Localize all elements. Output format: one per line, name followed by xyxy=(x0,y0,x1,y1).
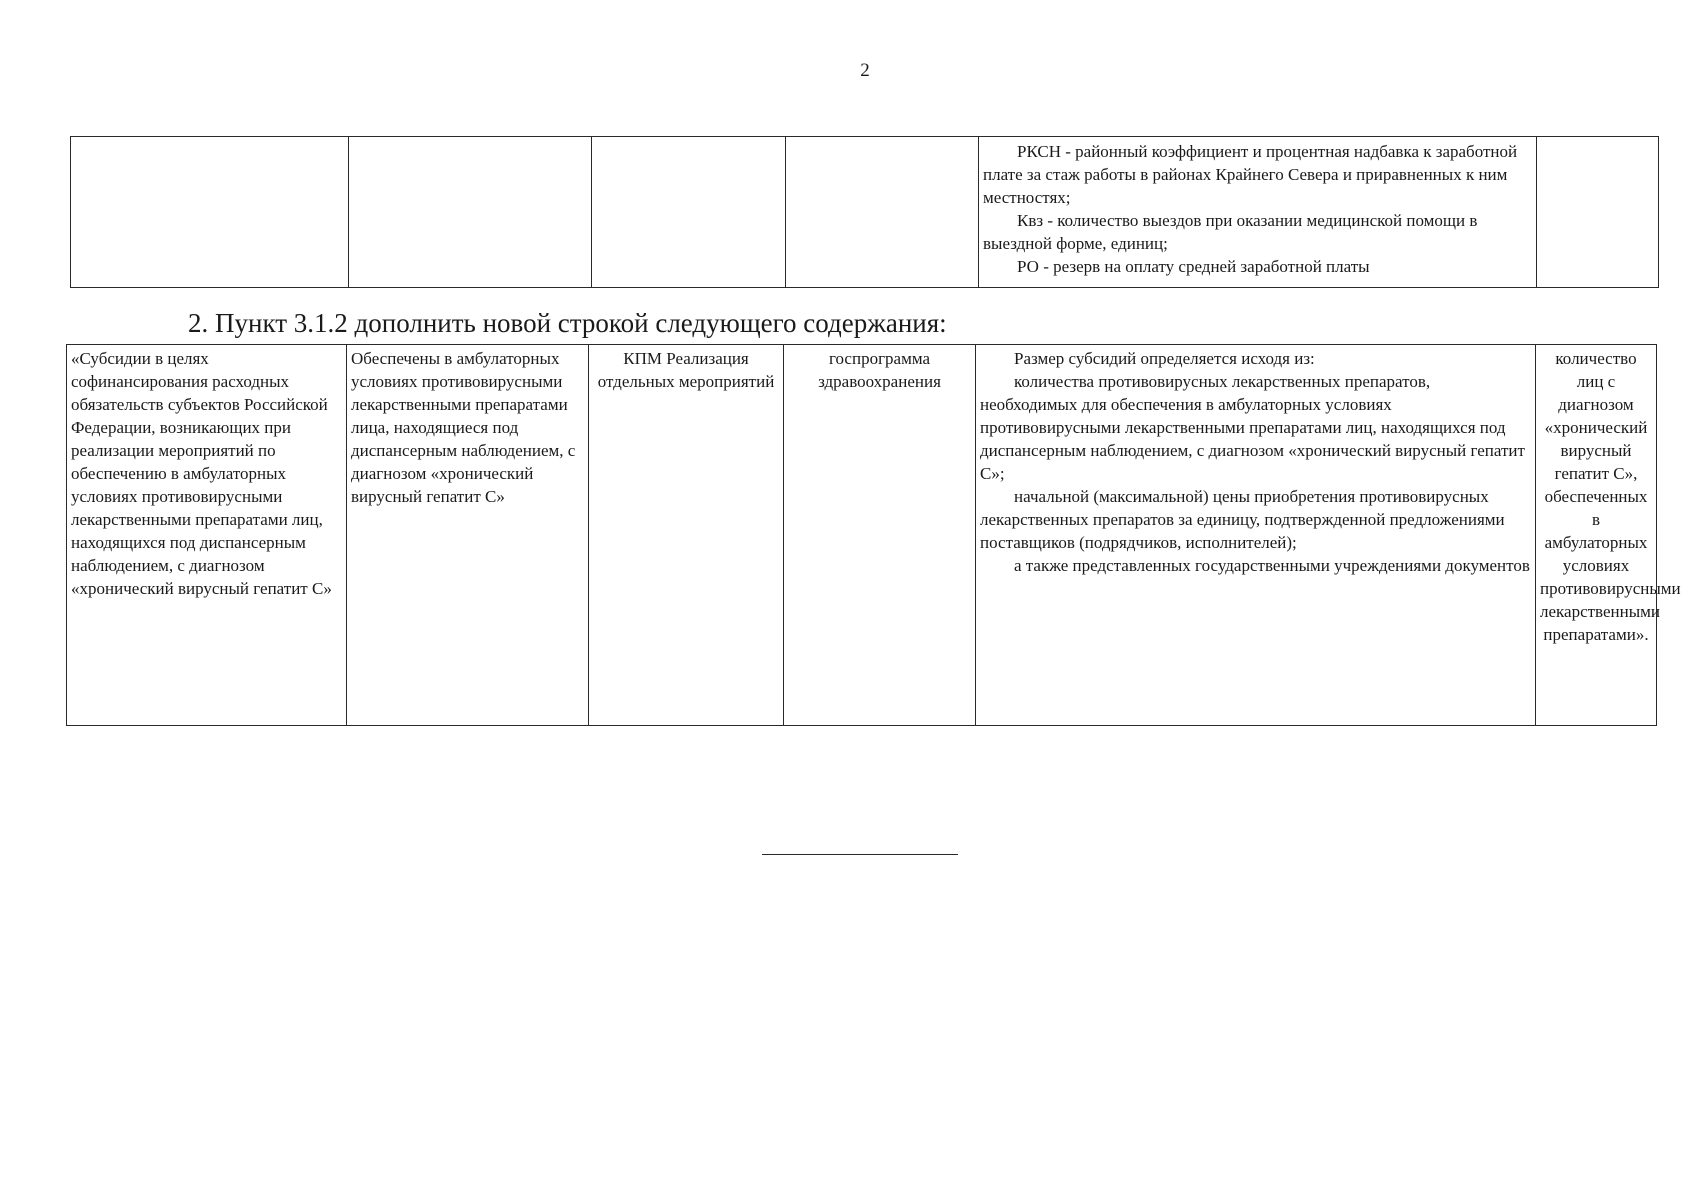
page-number: 2 xyxy=(860,60,870,81)
method-line: а также представленных государственными учреждениями документов xyxy=(1014,556,1530,575)
table-cell xyxy=(349,137,592,288)
table-cell xyxy=(592,137,786,288)
legend-rksn: РКСН - районный коэффициент и процентная надбавка к заработной плате за стаж работы в районах Крайнего Севера и приравненных к ним местностях; xyxy=(983,142,1518,207)
table-row xyxy=(71,137,1659,288)
result-cell: Обеспечены в амбулаторных условиях противовирусными лекарственными препаратами лица, находящиеся под диспансерным наблюдением, с диагнозом «хронический вирусный гепатит С» xyxy=(347,345,589,726)
amendment-table xyxy=(66,344,1681,726)
table-cell xyxy=(71,137,349,288)
table-row xyxy=(67,345,1657,726)
method-line: количества противовирусных лекарственных препаратов, необходимых для обеспечения в амбулаторных условиях противовирусными лекарственными препаратами лиц, находящихся под диспансерным наблюдением, с диагнозом «хронический вирусный гепатит С»; xyxy=(980,372,1525,483)
continued-table xyxy=(70,136,1659,288)
subsidy-name-cell: «Субсидии в целях софинансирования расходных обязательств субъектов Российской Федерации, возникающих при реализации мероприятий по обеспечению в амбулаторных условиях противовирусными лекарственными препаратами лиц, находящихся под диспансерным наблюдением, с диагнозом «хронический вирусный гепатит С» xyxy=(67,345,347,726)
legend-ro: РО - резерв на оплату средней заработной платы xyxy=(1017,257,1370,276)
kpm-cell: КПМ Реализация отдельных мероприятий xyxy=(589,345,784,726)
method-line: Размер субсидий определяется исходя из: xyxy=(1014,349,1315,368)
program-cell: госпрограмма здравоохранения xyxy=(784,345,976,726)
legend-kvz: Квз - количество выездов при оказании медицинской помощи в выездной форме, единиц; xyxy=(983,211,1478,253)
table-cell xyxy=(786,137,979,288)
indicator-cell: количество лиц с диагнозом «хронический вирусный гепатит С», обеспеченных в амбулаторных условиях противовирусными лекарственными препаратами». xyxy=(1536,345,1657,726)
method-cell xyxy=(976,345,1536,726)
method-line: начальной (максимальной) цены приобретения противовирусных лекарственных препаратов за единицу, подтвержденной предложениями поставщиков (подрядчиков, исполнителей); xyxy=(980,487,1505,552)
formula-legend-cell xyxy=(979,137,1537,288)
table-cell xyxy=(1537,137,1659,288)
end-rule xyxy=(762,854,958,855)
amendment-heading: 2. Пункт 3.1.2 дополнить новой строкой следующего содержания: xyxy=(188,308,947,338)
